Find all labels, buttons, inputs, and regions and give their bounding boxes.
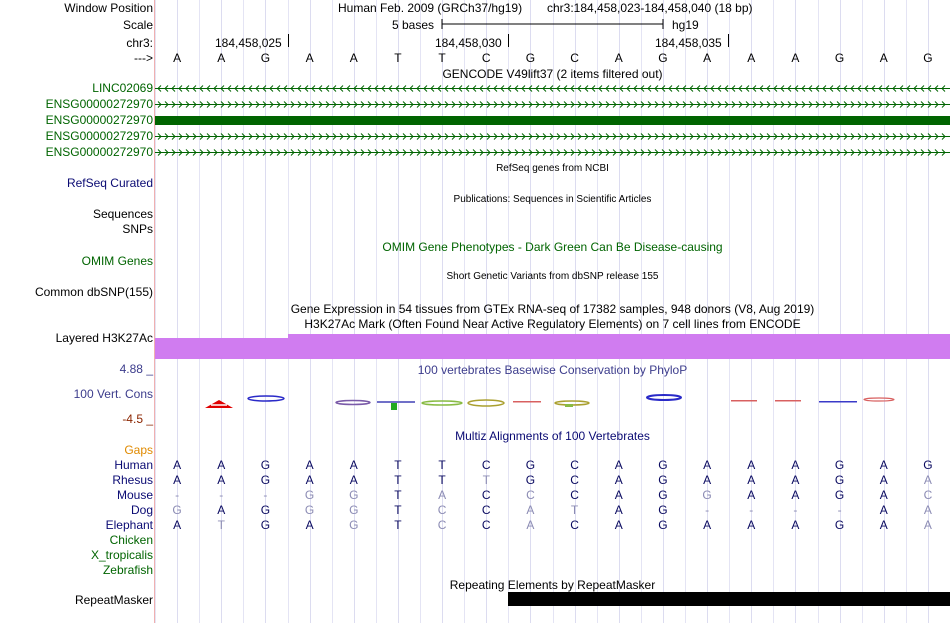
reference-base: T [394,51,402,65]
gencode-track-title[interactable]: GENCODE V49lift37 (2 items filtered out) [442,67,663,81]
species-label[interactable]: Zebrafish [102,563,153,577]
aligned-base: G [260,503,271,517]
h3k27ac-track-label[interactable]: Layered H3K27Ac [55,331,153,345]
aligned-base: G [923,458,933,472]
aligned-base: A [526,518,535,532]
aligned-base: - [749,503,754,517]
ruler-tick-2: 184,458,030 [435,36,502,50]
reference-base: G [834,51,845,65]
window-position-label: Window Position [64,1,153,15]
species-label[interactable]: Rhesus [112,473,153,487]
aligned-base: A [217,458,226,472]
aligned-base: A [879,458,888,472]
aligned-base: C [481,518,491,532]
aligned-base: G [702,488,712,502]
aligned-base: A [349,458,358,472]
aligned-base: A [747,458,756,472]
aligned-base: A [173,473,182,487]
aligned-base: C [923,488,933,502]
gtex-track-title[interactable]: Gene Expression in 54 tissues from GTEx RNA-seq of 17382 samples, 948 donors (V8, Aug 2019) [290,302,815,316]
reference-base: A [173,51,182,65]
aligned-base: A [305,473,314,487]
aligned-base: A [923,503,932,517]
aligned-base: C [437,503,447,517]
reference-base: A [217,51,226,65]
aligned-base: A [614,488,623,502]
aligned-base: A [879,473,888,487]
aligned-base: A [305,518,314,532]
ruler-tick-mark-3 [728,34,729,47]
db-name: hg19 [672,18,699,32]
aligned-base: T [217,518,225,532]
phylop-min-label: -4.5 _ [122,412,153,426]
aligned-base: A [217,503,226,517]
aligned-base: G [658,518,668,532]
alignment-row [155,503,950,517]
aligned-base: A [173,518,182,532]
aligned-base: A [349,473,358,487]
gene-feature[interactable] [155,147,950,158]
aligned-base: T [438,473,446,487]
species-label[interactable]: Chicken [109,533,153,547]
aligned-base: G [658,488,668,502]
phylop-max-label: 4.88 _ [119,362,153,376]
aligned-base: C [481,458,491,472]
gene-label[interactable]: LINC02069 [92,81,153,95]
aligned-base: A [923,473,932,487]
aligned-base: A [791,518,800,532]
aligned-base: A [614,518,623,532]
gene-label[interactable]: ENSG00000272970 [45,113,153,127]
chrom-label: chr3: [126,36,153,50]
aligned-base: A [747,518,756,532]
reference-base: G [260,51,271,65]
reference-base: G [923,51,933,65]
reference-base: A [747,51,756,65]
alignment-row [155,518,950,532]
reference-base: A [305,51,314,65]
aligned-base: A [438,488,447,502]
aligned-base: C [570,473,579,487]
h3k27ac-track-title[interactable]: H3K27Ac Mark (Often Found Near Active Regulatory Elements) on 7 cell lines from ENCODE [304,317,801,331]
aligned-base: G [834,458,845,472]
aligned-base: A [703,458,712,472]
aligned-base: A [923,518,932,532]
species-label[interactable]: Dog [130,503,153,517]
reference-base: A [703,51,712,65]
dbsnp-track-title[interactable]: Short Genetic Variants from dbSNP release 155 [446,271,659,282]
gene-feature[interactable] [155,115,950,126]
window-position-value: chr3:184,458,023-184,458,040 (18 bp) [547,1,753,15]
scale-bar [441,17,665,31]
aligned-base: - [705,503,710,517]
refseq-track-title[interactable]: RefSeq genes from NCBI [496,163,609,174]
reference-base: A [614,51,623,65]
aligned-base: C [570,518,579,532]
aligned-base: C [570,458,579,472]
phylop-logo [155,392,950,414]
species-label[interactable]: Elephant [105,518,153,532]
ruler-tick-1: 184,458,025 [215,36,282,50]
multiz-track-title[interactable]: Multiz Alignments of 100 Vertebrates [455,429,650,443]
reference-base: A [879,51,888,65]
aligned-base: G [658,458,668,472]
repeat-element-block[interactable] [508,592,950,606]
aligned-base: C [570,488,579,502]
aligned-base: - [175,488,180,502]
aligned-base: A [879,518,888,532]
repeatmasker-track-title[interactable]: Repeating Elements by RepeatMasker [449,578,656,592]
aligned-base: G [658,503,668,517]
aligned-base: G [349,518,359,532]
aligned-base: T [438,458,446,472]
aligned-base: C [526,488,535,502]
aligned-base: G [304,488,315,502]
aligned-base: A [791,473,800,487]
aligned-base: G [525,458,536,472]
gene-feature[interactable] [155,83,950,94]
phylop-letter-a [205,400,233,408]
reference-base: T [438,51,446,65]
aligned-base: T [394,518,402,532]
ruler-tick-3: 184,458,035 [655,36,722,50]
species-label[interactable]: Human [114,458,153,472]
aligned-base: C [437,518,447,532]
aligned-base: C [481,488,491,502]
aligned-base: - [219,488,224,502]
aligned-base: - [263,488,268,502]
aligned-base: A [173,458,182,472]
aligned-base: A [747,473,756,487]
aligned-base: G [172,503,182,517]
reference-base: A [791,51,800,65]
assembly-title: Human Feb. 2009 (GRCh37/hg19) [338,1,523,15]
aligned-base: A [747,488,756,502]
gene-label[interactable]: ENSG00000272970 [45,145,153,159]
aligned-base: A [879,503,888,517]
reference-base: G [525,51,536,65]
scale-text: 5 bases [392,18,435,32]
aligned-base: G [304,503,315,517]
species-label[interactable]: X_tropicalis [90,548,153,562]
aligned-base: T [394,488,402,502]
aligned-base: G [834,518,845,532]
repeatmasker-track-label[interactable]: RepeatMasker [74,593,153,607]
aligned-base: G [834,488,845,502]
h3k27ac-signal [155,333,950,359]
aligned-base: G [260,518,271,532]
aligned-base: A [526,503,535,517]
gaps-label: Gaps [124,443,153,457]
reference-base: C [481,51,491,65]
aligned-base: A [614,473,623,487]
snps-track-label[interactable]: SNPs [122,222,153,236]
ruler-tick-mark-2 [508,34,509,47]
aligned-base: A [305,458,314,472]
phylop-letter-c [248,396,284,401]
phylop-track-label[interactable]: 100 Vert. Cons [73,387,153,401]
aligned-base: G [260,458,271,472]
dbsnp-track-label[interactable]: Common dbSNP(155) [34,285,153,299]
aligned-base: A [703,518,712,532]
publications-track-title[interactable]: Publications: Sequences in Scientific Articles [453,194,652,205]
aligned-base: T [570,503,579,517]
sequences-track-label[interactable]: Sequences [92,207,153,221]
refseq-track-label[interactable]: RefSeq Curated [66,176,153,190]
aligned-base: G [658,473,668,487]
gene-label[interactable]: ENSG00000272970 [45,129,153,143]
omim-track-label[interactable]: OMIM Genes [81,254,153,268]
reference-bases [155,51,950,65]
aligned-base: T [394,473,402,487]
reference-base: C [570,51,579,65]
gene-label[interactable]: ENSG00000272970 [45,97,153,111]
aligned-base: G [349,503,359,517]
aligned-base: T [482,473,490,487]
aligned-base: G [349,488,359,502]
alignment-row [155,488,950,502]
gene-feature[interactable] [155,131,950,142]
aligned-base: - [793,503,798,517]
alignment-row [155,458,950,472]
aligned-base: G [525,473,536,487]
aligned-base: A [791,488,800,502]
phylop-track-title[interactable]: 100 vertebrates Basewise Conservation by PhyloP [417,363,688,377]
aligned-base: A [879,488,888,502]
aligned-base: T [394,503,402,517]
omim-track-title[interactable]: OMIM Gene Phenotypes - Dark Green Can Be Disease-causing [382,240,723,254]
aligned-base: T [394,458,402,472]
aligned-base: G [834,473,845,487]
strand-label: ---> [134,51,153,65]
aligned-base: - [837,503,842,517]
aligned-base: A [217,473,226,487]
aligned-base: A [791,458,800,472]
reference-base: G [658,51,668,65]
aligned-base: G [260,473,271,487]
gene-feature[interactable] [155,99,950,110]
aligned-base: A [614,458,623,472]
aligned-base: A [703,473,712,487]
aligned-base: C [481,503,491,517]
aligned-base: A [614,503,623,517]
ruler-tick-mark-1 [288,34,289,47]
alignment-row [155,473,950,487]
reference-base: A [349,51,358,65]
scale-label: Scale [122,18,153,32]
species-label[interactable]: Mouse [116,488,153,502]
